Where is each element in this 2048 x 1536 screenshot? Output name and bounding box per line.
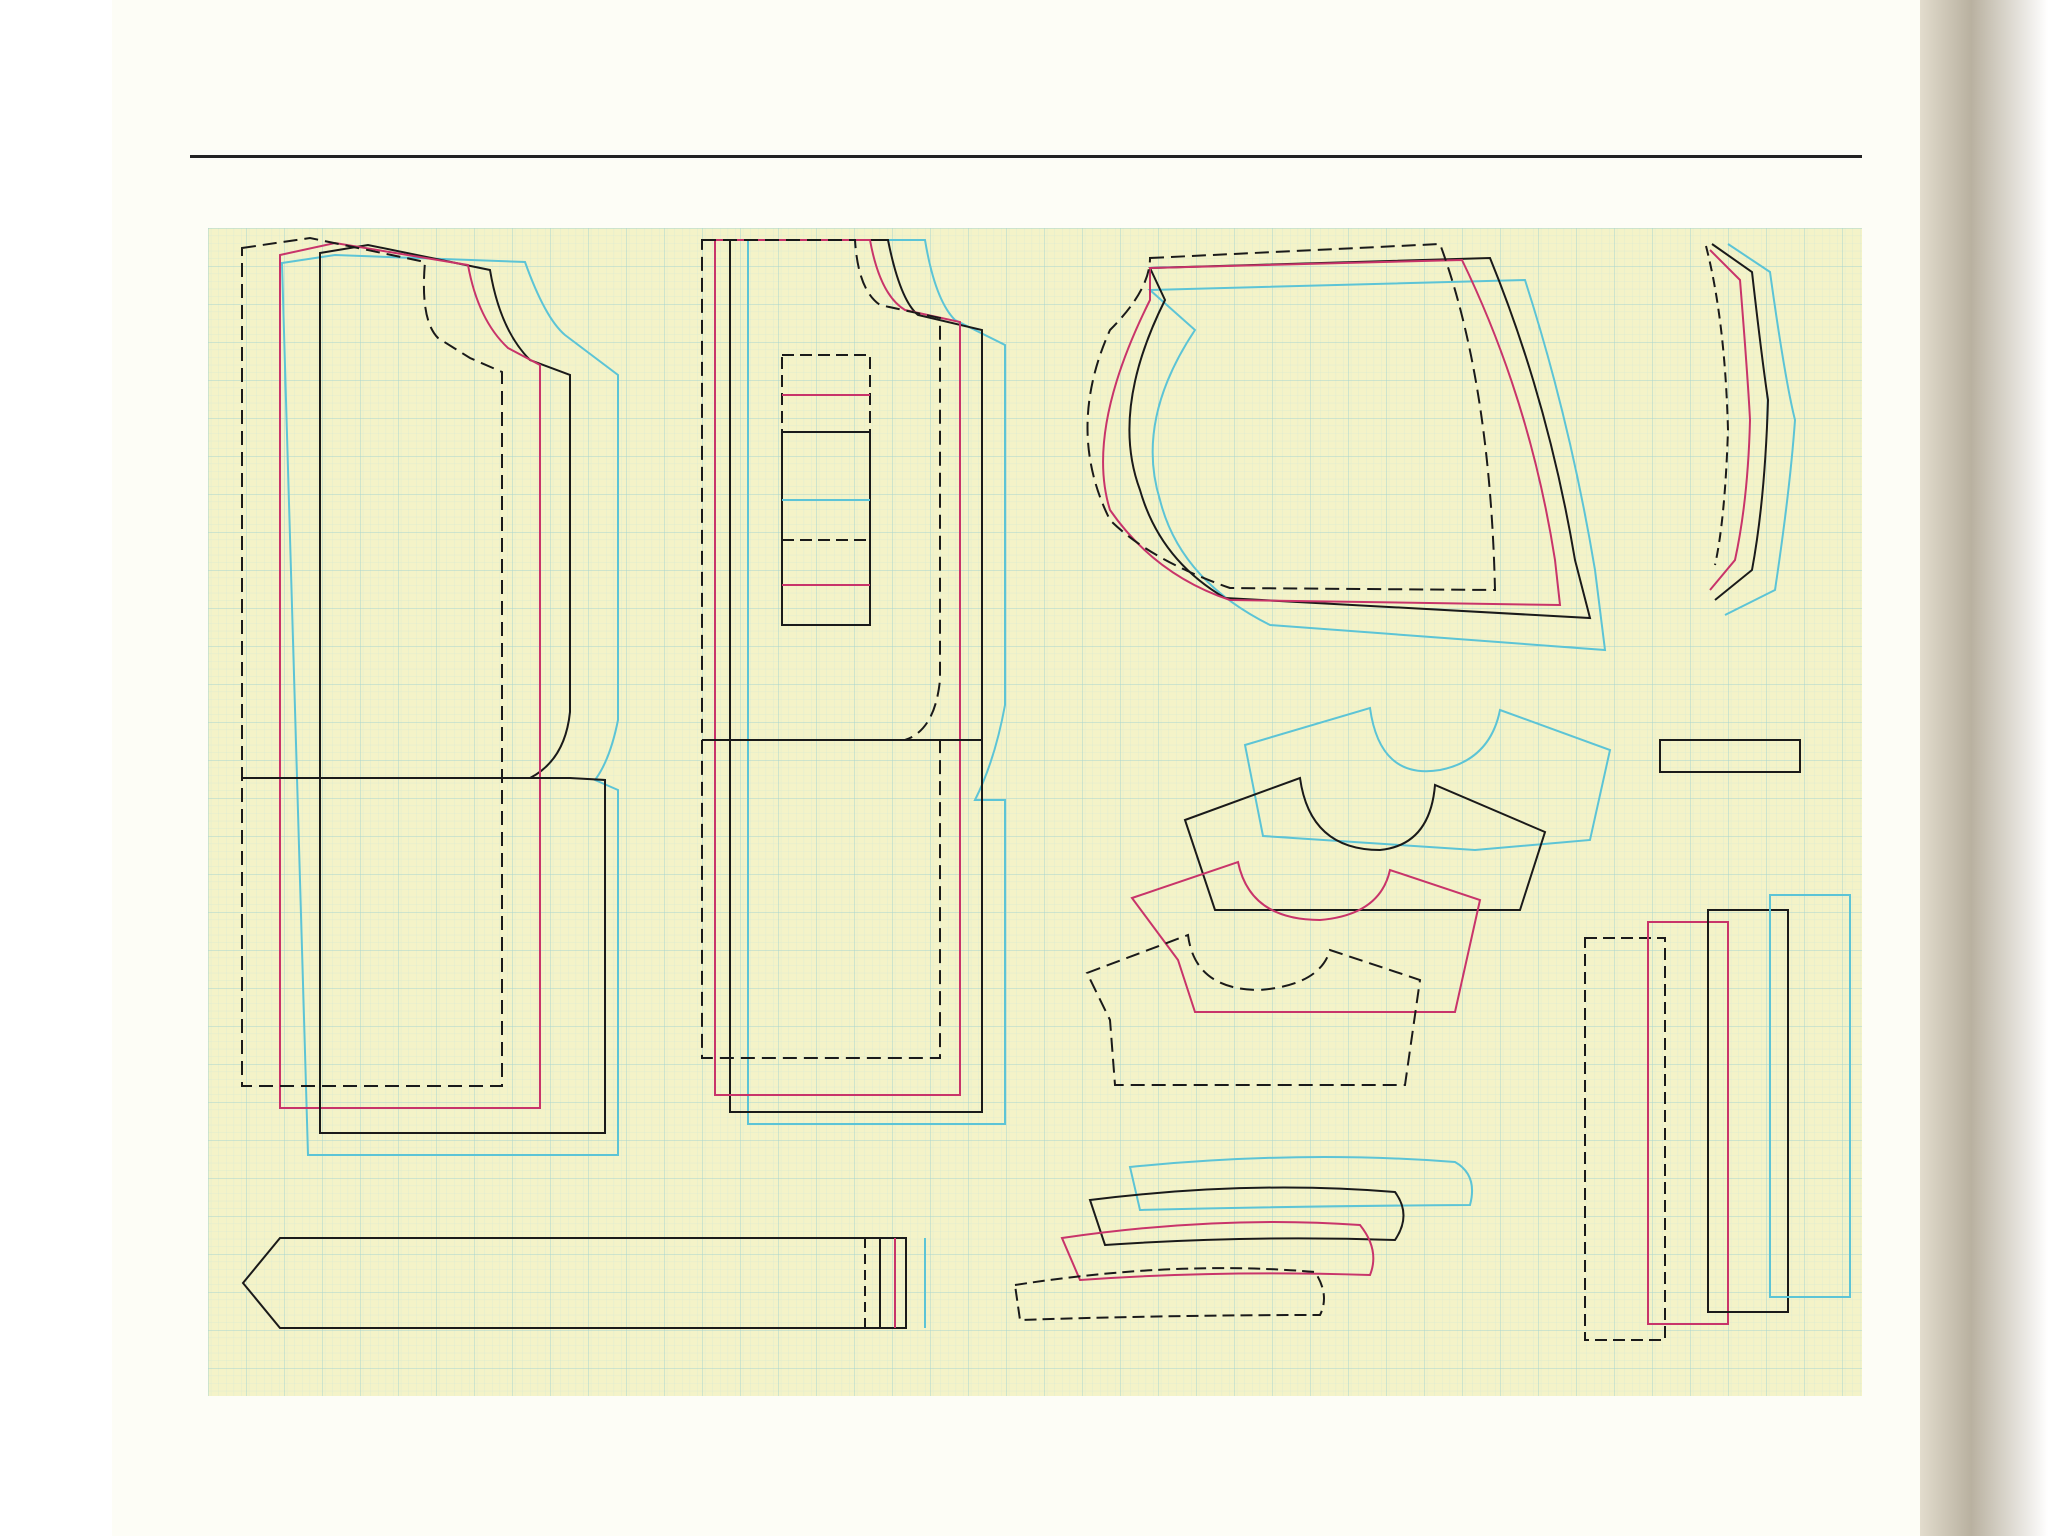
grid-lines: [208, 228, 1862, 1396]
